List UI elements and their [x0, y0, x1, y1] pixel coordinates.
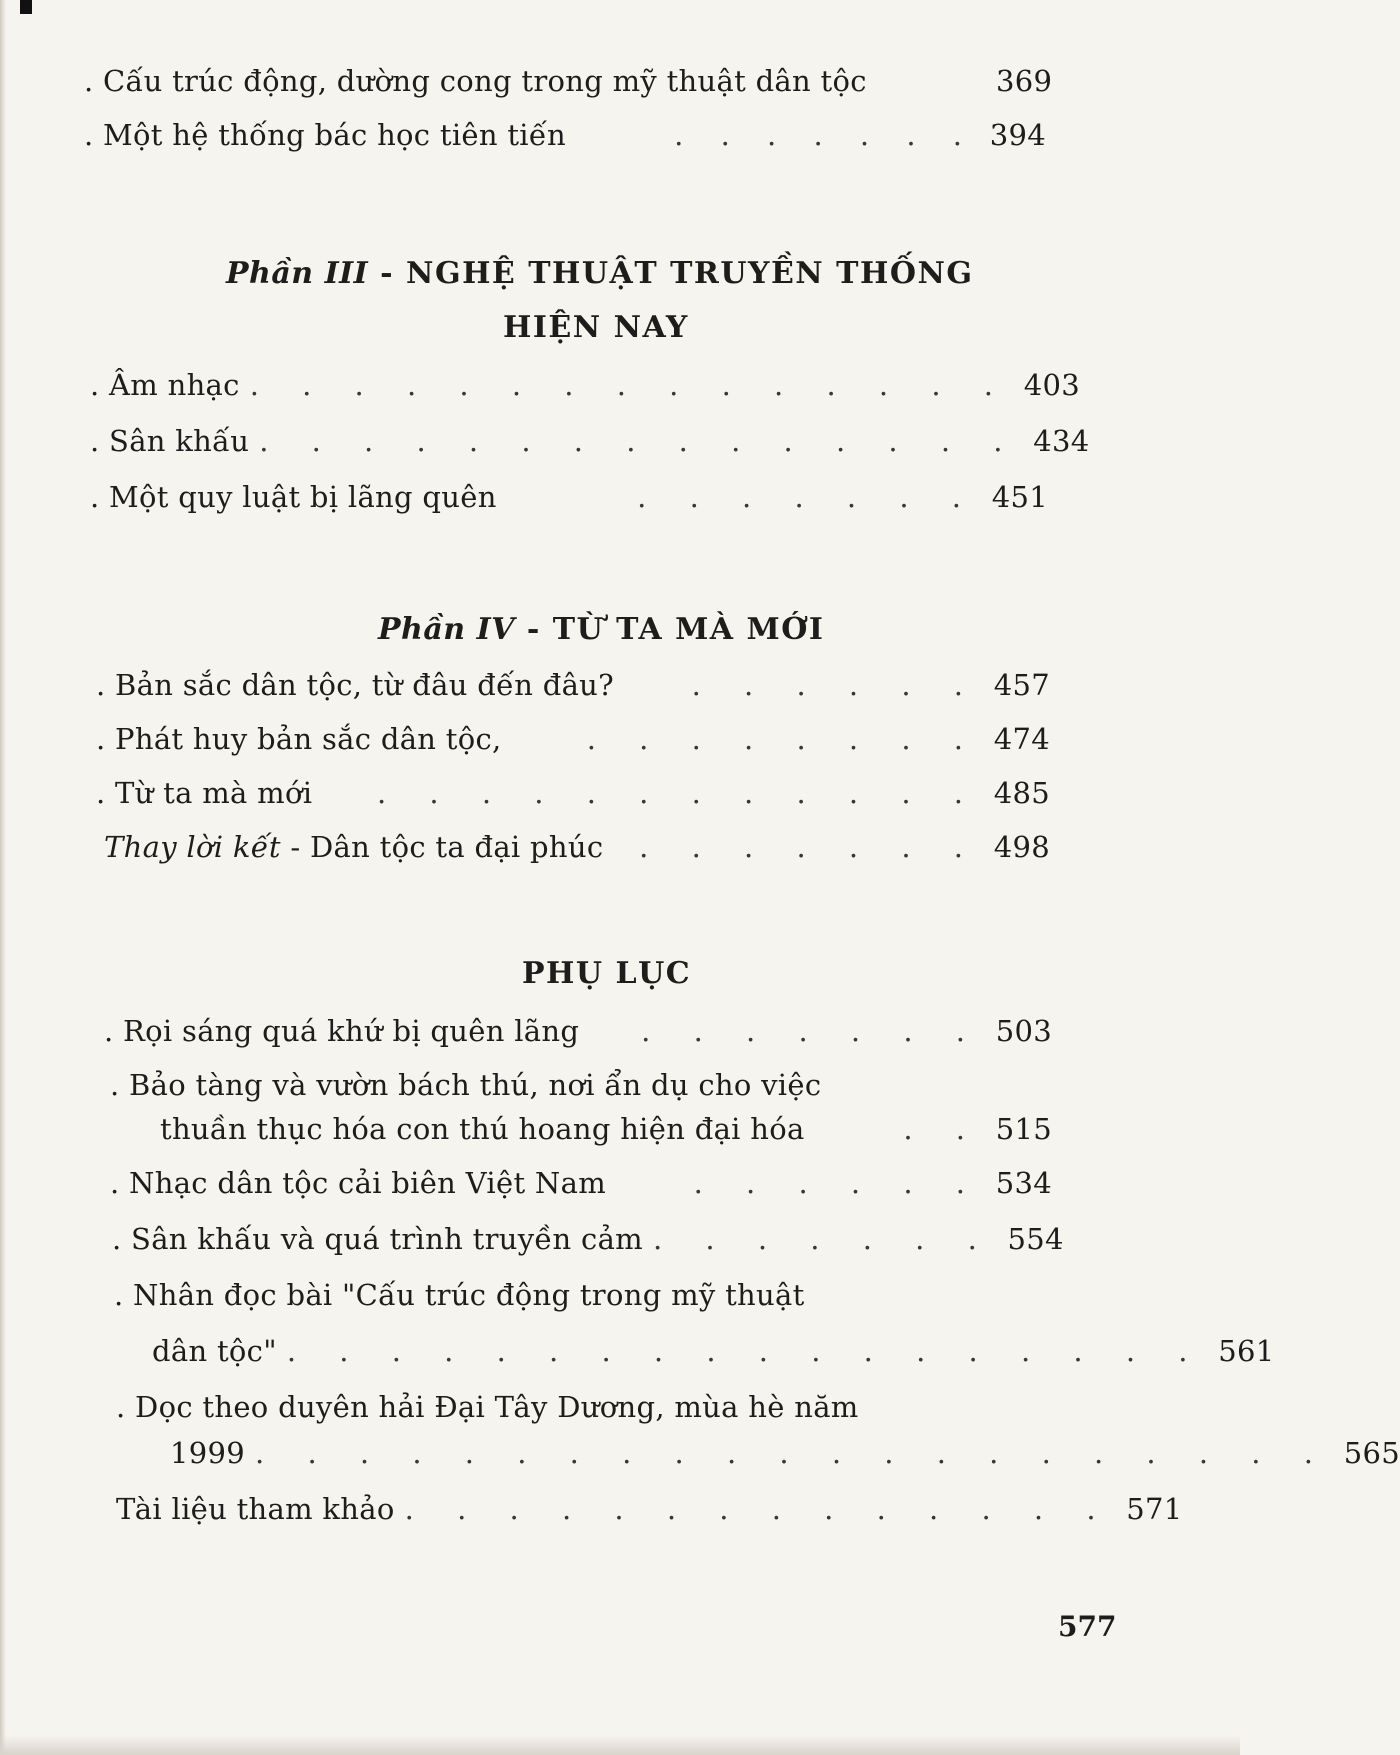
part4-heading [378, 612, 824, 647]
toc-entry-forgotten-rule [90, 480, 1048, 520]
toc-entry-page: 394 [989, 118, 1046, 152]
closing-title: Dân tộc ta đại phúc [309, 830, 604, 864]
toc-entry-leader: . . [903, 1112, 982, 1146]
toc-entry-music [90, 368, 1081, 408]
toc-entry-leader: . . . . . . [693, 1166, 982, 1200]
toc-entry-scholarly-system [84, 118, 1046, 158]
toc-entry-page: 369 [996, 64, 1053, 98]
toc-entry-leader: . . . . . . . [637, 480, 978, 514]
toc-entry-page: 571 [1126, 1492, 1183, 1526]
toc-entry-leader: . . . . . . . [652, 1222, 994, 1256]
toc-entry-title: . Âm nhạc [90, 368, 240, 402]
toc-entry-leader: . . . . . . . . . . . . . . . [249, 368, 1011, 402]
toc-entry-from-us-new [96, 776, 1050, 816]
part4-title: TỪ TA MÀ MỚI [552, 612, 825, 647]
toc-entry-title: . Bản sắc dân tộc, từ đâu đến đâu? [96, 668, 614, 702]
toc-entry-national-identity [96, 668, 1050, 708]
part4-label: Phần IV [378, 612, 515, 647]
page-number: 577 [1058, 1610, 1117, 1643]
toc-entry-page: 565 [1343, 1436, 1400, 1470]
toc-entry-reading-article-line1: . Nhân đọc bài "Cấu trúc động trong mỹ thuật [114, 1278, 805, 1312]
scan-corner-mark [20, 0, 32, 14]
page-left-edge-shadow [0, 0, 6, 1755]
toc-entry-stage [90, 424, 1090, 464]
toc-entry-atlantic-line1: . Dọc theo duyên hải Đại Tây Dương, mùa hè năm [116, 1390, 859, 1424]
toc-entry-leader: . . . . . . . . . . . . . . . . . . . . . [255, 1436, 1330, 1470]
toc-entry-leader: . . . . . . . . [586, 722, 980, 756]
toc-entry-leader: . . . . . . [691, 668, 980, 702]
closing-label: Thay lời kết [104, 830, 281, 864]
part3-label: Phần III [226, 256, 369, 291]
toc-entry-title: . Một hệ thống bác học tiên tiến [84, 118, 566, 152]
toc-entry-atlantic-line2 [170, 1436, 1400, 1476]
toc-entry-title: . Một quy luật bị lãng quên [90, 480, 497, 514]
toc-entry-stage-transmission [112, 1222, 1064, 1262]
toc-entry-leader: . . . . . . . . . . . . . . [404, 1492, 1113, 1526]
part3-heading [226, 256, 974, 291]
toc-entry-page: 474 [993, 722, 1050, 756]
toc-entry-leader: . . . . . . . [641, 1014, 982, 1048]
toc-entry-page: 503 [995, 1014, 1052, 1048]
toc-entry-reading-article-line2 [152, 1334, 1275, 1374]
toc-entry-title [104, 830, 603, 864]
toc-entry-page: 451 [991, 480, 1048, 514]
toc-entry-leader: . . . . . . . . . . . . . . . [259, 424, 1020, 458]
toc-entry-leader: . . . . . . . . . . . . [376, 776, 980, 810]
toc-entry-title: Tài liệu tham khảo [116, 1492, 395, 1526]
toc-entry-title: . Nhạc dân tộc cải biên Việt Nam [110, 1166, 606, 1200]
toc-entry-references [116, 1492, 1183, 1532]
toc-entry-page: 554 [1007, 1222, 1064, 1256]
toc-entry-title: dân tộc" [152, 1334, 277, 1368]
toc-entry-leader: . . . . . . . . . . . . . . . . . . [286, 1334, 1205, 1368]
toc-entry-museum-line1: . Bảo tàng và vườn bách thú, nơi ẩn dụ cho việc [110, 1068, 822, 1102]
toc-entry-page: 403 [1023, 368, 1081, 402]
toc-entry-title: 1999 [170, 1436, 246, 1470]
toc-entry-structure [84, 64, 1064, 98]
part3-title-line2: HIỆN NAY [503, 310, 689, 345]
toc-entry-closing-words [104, 830, 1050, 870]
toc-entry-promote-identity [96, 722, 1050, 762]
toc-entry-page: 515 [995, 1112, 1052, 1146]
toc-entry-title: thuần thục hóa con thú hoang hiện đại hóa [160, 1112, 805, 1146]
toc-entry-page: 498 [993, 830, 1050, 864]
toc-entry-page: 457 [993, 668, 1050, 702]
toc-entry-title: . Cấu trúc động, dường cong trong mỹ thuật dân tộc [84, 64, 867, 98]
toc-entry-leader: . . . . . . . [674, 118, 976, 152]
part4-separator: - [526, 612, 541, 647]
appendix-heading: PHỤ LỤC [522, 956, 692, 991]
toc-entry-title: . Rọi sáng quá khứ bị quên lãng [104, 1014, 580, 1048]
toc-entry-illuminate-past [104, 1014, 1052, 1054]
toc-entry-leader: . . . . . . . [639, 830, 980, 864]
toc-entry-title: . Sân khấu và quá trình truyền cảm [112, 1222, 643, 1256]
toc-entry-page: 434 [1033, 424, 1090, 458]
toc-entry-reformed-music [110, 1166, 1052, 1206]
toc-entry-title: . Từ ta mà mới [96, 776, 313, 810]
page-bottom-edge-shadow [0, 1735, 1240, 1755]
closing-separator: - [290, 830, 301, 864]
toc-entry-page: 534 [995, 1166, 1052, 1200]
toc-entry-museum-line2 [160, 1112, 1052, 1152]
part3-separator: - [380, 256, 395, 291]
part3-title-line1: NGHỆ THUẬT TRUYỀN THỐNG [406, 256, 974, 291]
toc-entry-page: 485 [993, 776, 1050, 810]
toc-entry-title: . Phát huy bản sắc dân tộc, [96, 722, 502, 756]
toc-entry-page: 561 [1218, 1334, 1275, 1368]
toc-entry-title: . Sân khấu [90, 424, 250, 458]
